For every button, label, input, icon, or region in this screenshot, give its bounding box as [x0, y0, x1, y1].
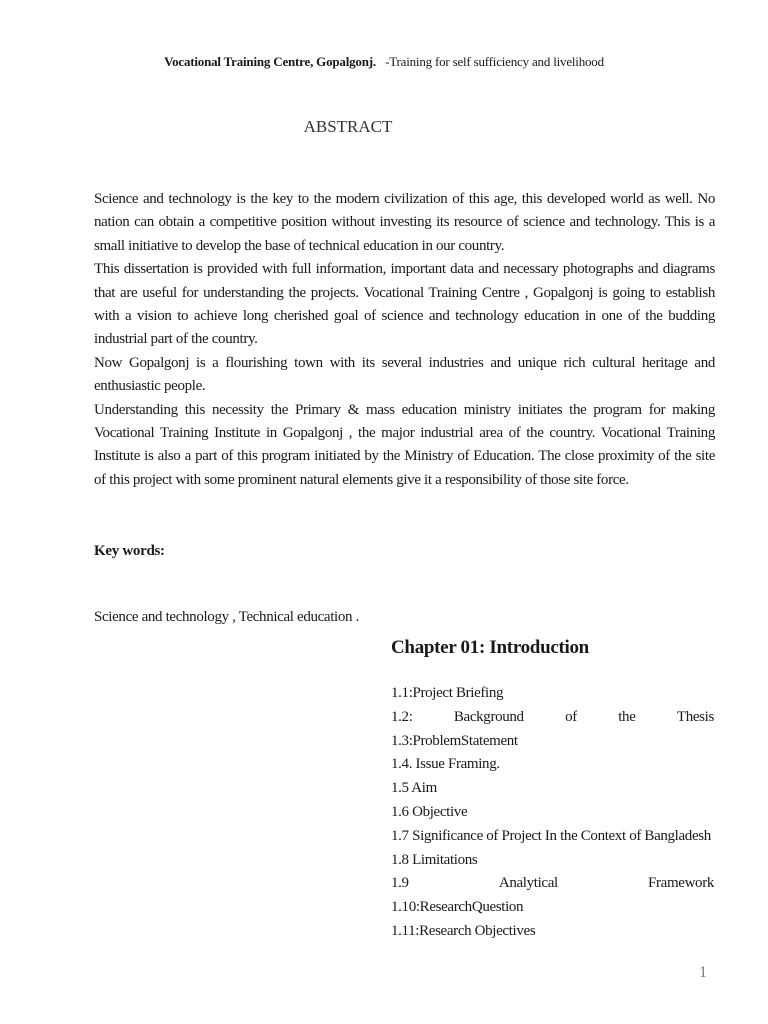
- toc-word: the: [618, 708, 636, 725]
- toc-word: Background: [453, 708, 524, 725]
- abstract-paragraph: Now Gopalgonj is a flourishing town with its several industries and unique rich cultural heritage and enthusiastic people.: [94, 354, 715, 395]
- toc-item: 1.5 Aim: [391, 780, 437, 797]
- toc-item: 1.7 Significance of Project In the Context of Bangladesh: [391, 827, 711, 844]
- header-tagline: -Training for self sufficiency and livelihood: [385, 54, 604, 69]
- toc-item: 1.11:Research Objectives: [391, 922, 536, 939]
- toc-item: 1.4. Issue Framing.: [391, 756, 500, 773]
- abstract-paragraph: This dissertation is provided with full information, important data and necessary photographs and diagrams that are useful for understanding the projects. Vocational Training Centre , Gopalgonj is going to establish with a vision to achieve long cherished goal of science and technology education in one of the budding industrial part of the country.: [94, 261, 715, 348]
- page-number: 1: [699, 964, 707, 981]
- toc-item: 1.3:ProblemStatement: [391, 732, 518, 749]
- toc-word: Framework: [648, 875, 714, 892]
- header-institution: Vocational Training Centre, Gopalgonj.: [164, 54, 376, 69]
- toc-item: 1.8 Limitations: [391, 851, 478, 868]
- toc-item: 1.10:ResearchQuestion: [391, 899, 524, 916]
- toc-word: of: [565, 708, 577, 725]
- chapter-contents-list: [391, 682, 714, 944]
- toc-word: 1.9: [391, 875, 409, 892]
- running-header: [0, 54, 768, 70]
- toc-word: Analytical: [498, 875, 558, 892]
- toc-item: 1.6 Objective: [391, 803, 468, 820]
- keywords-text: Science and technology , Technical education .: [94, 609, 359, 625]
- section-title: ABSTRACT: [303, 117, 393, 136]
- toc-item: [391, 872, 714, 896]
- chapter-heading: Chapter 01: Introduction: [391, 637, 589, 658]
- toc-word: Thesis: [676, 708, 714, 725]
- abstract-paragraph: Understanding this necessity the Primary & mass education ministry initiates the program for making Vocational Training Institute in Gopalgonj , the major industrial area of the country. Vocational Training Institute is also a part of this program initiated by the Ministry of Education. The close proximity of the site of this project with some prominent natural elements give it a responsibility of those site force.: [94, 401, 715, 488]
- keywords-label: Key words:: [94, 543, 165, 559]
- toc-word: 1.2:: [391, 708, 413, 725]
- toc-item: [391, 706, 714, 730]
- toc-item: 1.1:Project Briefing: [391, 685, 504, 701]
- abstract-body: [94, 188, 715, 492]
- abstract-paragraph: Science and technology is the key to the modern civilization of this age, this developed world as well. No nation can obtain a competitive position without investing its resource of science and technology. This is a small initiative to develop the base of technical education in our country.: [94, 191, 715, 254]
